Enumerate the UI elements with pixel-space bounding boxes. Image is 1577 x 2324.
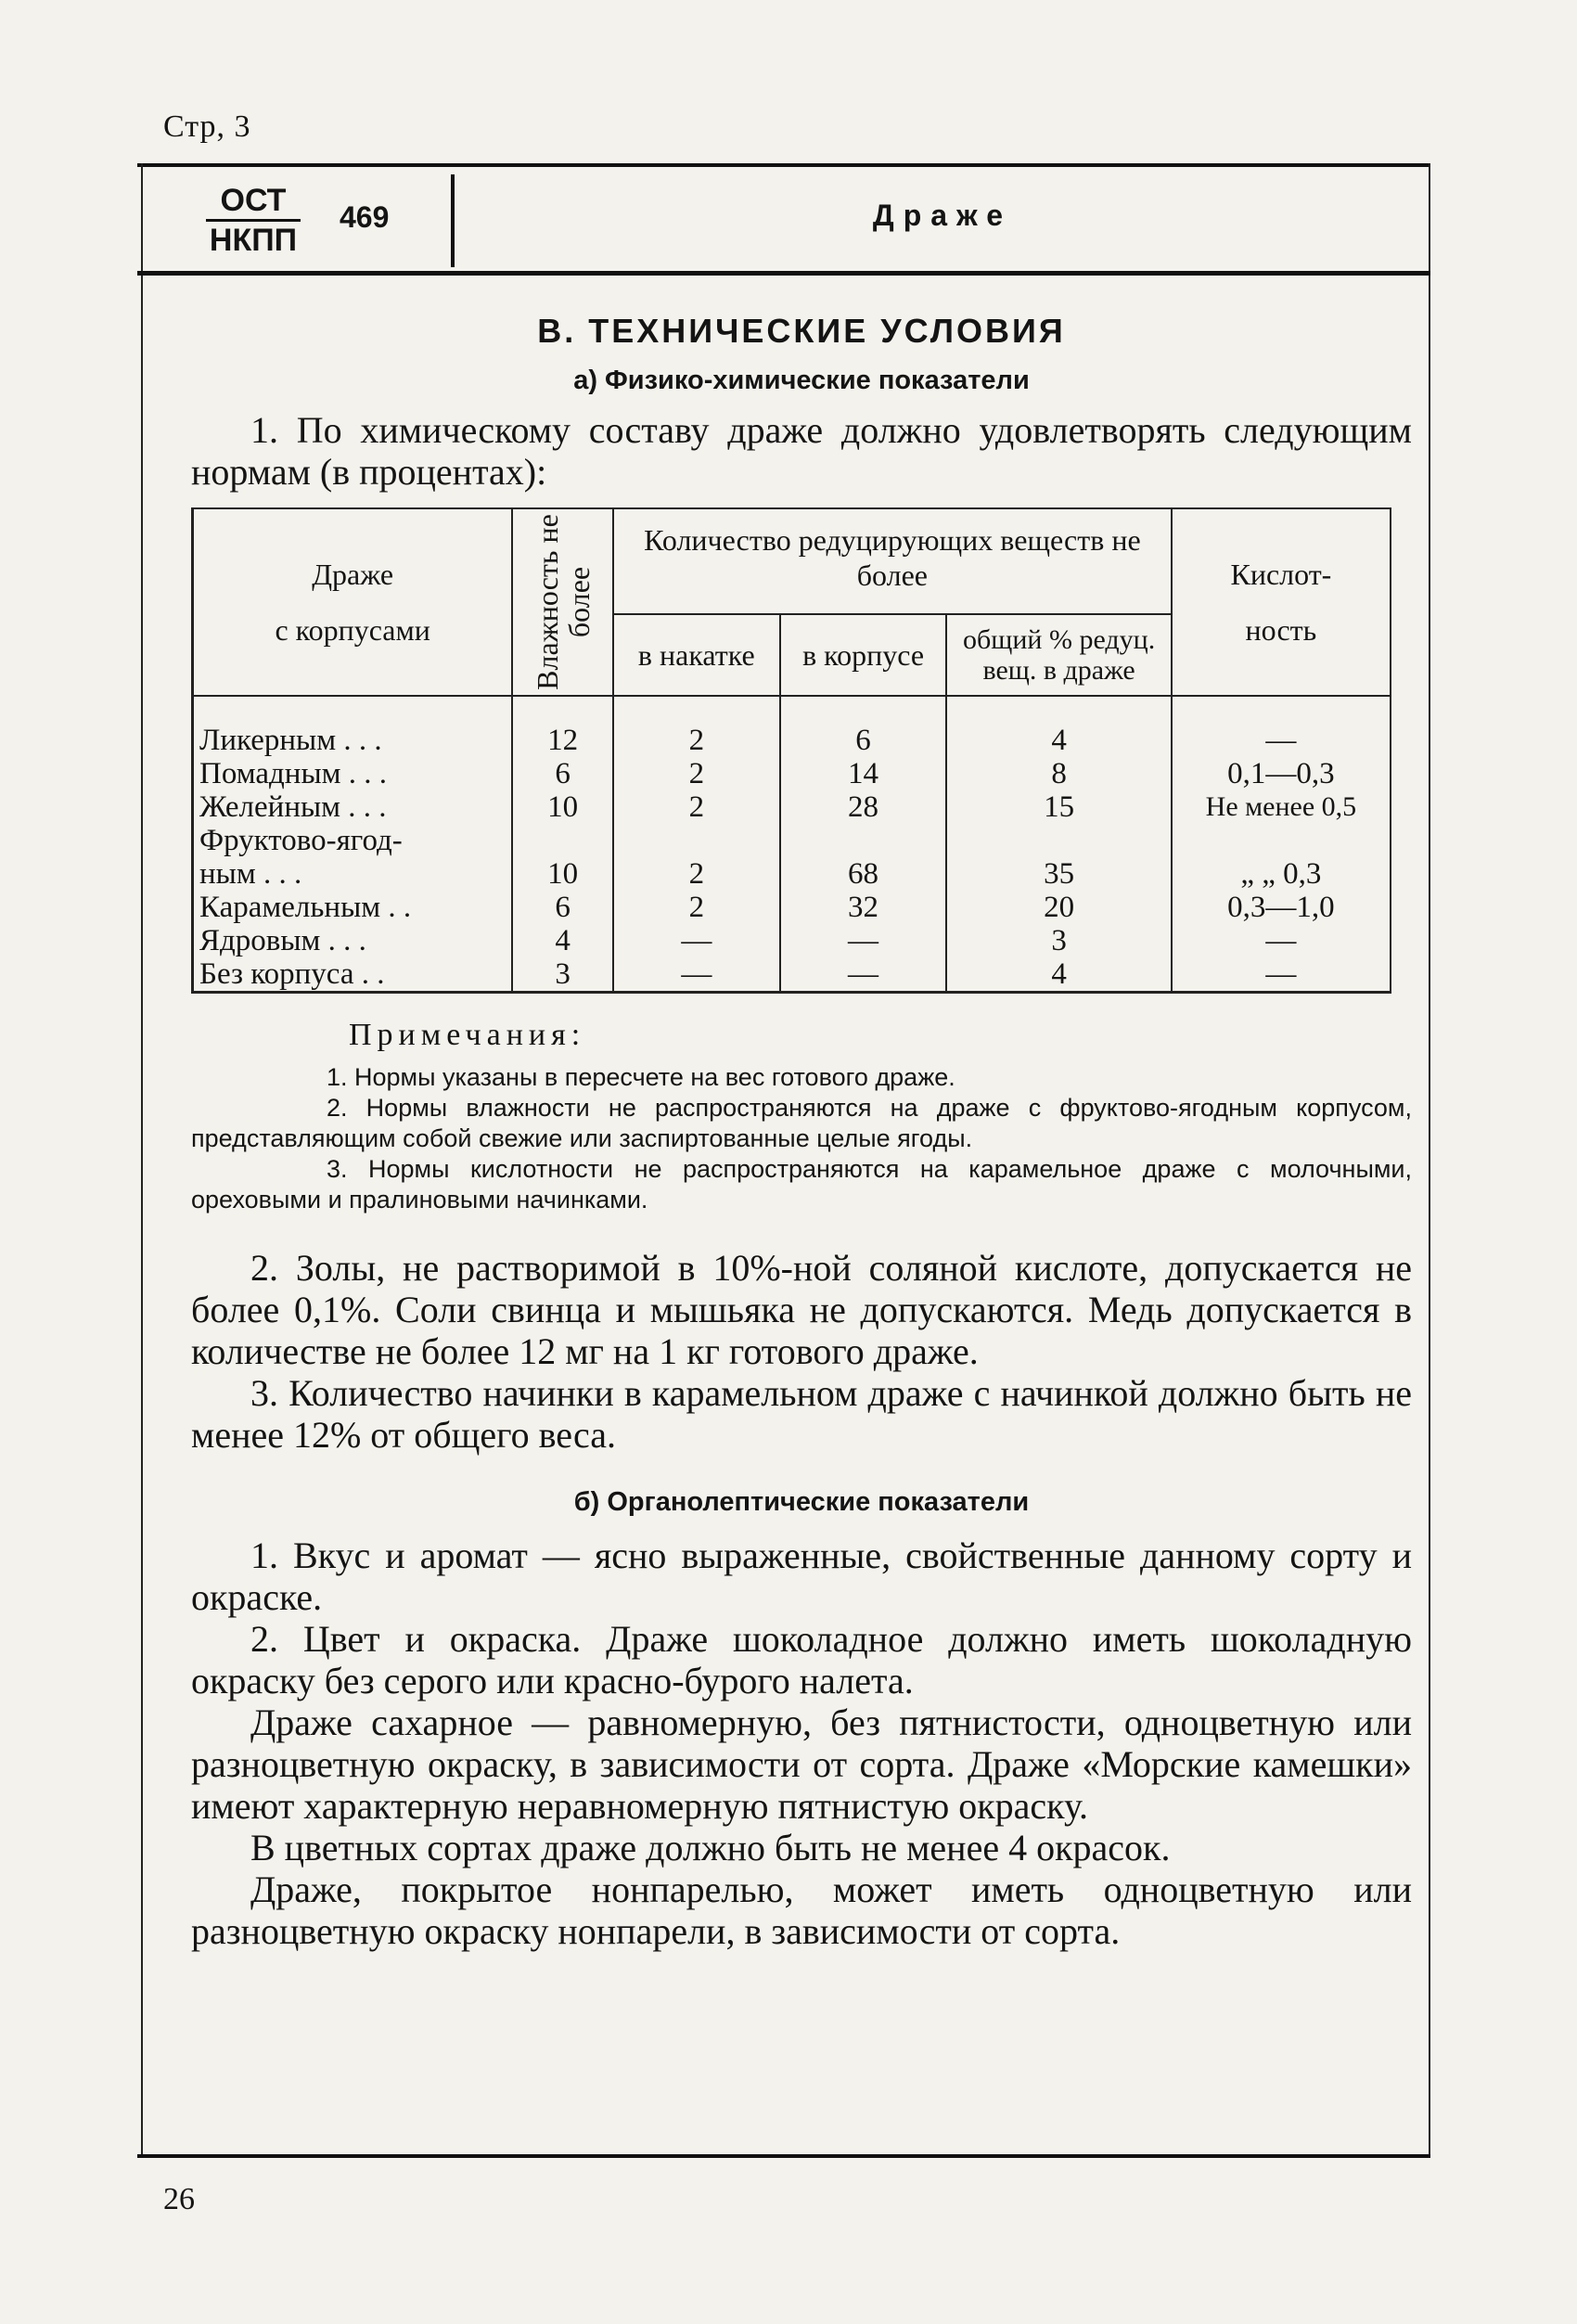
- intro-paragraph: 1. По химическому составу драже должно удовлетворять следующим нормам (в процентах):: [191, 409, 1412, 493]
- table-row: Желейным . . . 10 2 28 15 Не менее 0,5: [193, 790, 1391, 824]
- composition-table: [191, 507, 1391, 994]
- standard-code-top: ОСТ: [206, 182, 301, 222]
- header-acidity-line1: Кислот-: [1230, 558, 1332, 591]
- subsection-a-title: а) Физико-химические показатели: [573, 366, 1030, 395]
- table-row: Ликерным . . . 12 2 6 4 —: [193, 724, 1391, 757]
- note-1: 1. Нормы указаны в пересчете на вес готового драже.: [327, 1063, 955, 1091]
- organoleptic-1: 1. Вкус и аромат — ясно выраженные, свойственные данному сорту и окраске.: [191, 1534, 1412, 1618]
- header-dragee-line1: Драже: [312, 558, 394, 591]
- paragraph-3: 3. Количество начинки в карамельном драже с начинкой должно быть не менее 12% от общего веса.: [191, 1372, 1412, 1456]
- section-title: В. ТЕХНИЧЕСКИЕ УСЛОВИЯ: [537, 312, 1066, 350]
- header-moisture-text: Влажность не более: [530, 514, 596, 690]
- standard-code-bottom: НКПП: [209, 223, 298, 258]
- header-reducing-group: Количество редуцирующих веществ не более: [613, 508, 1172, 614]
- paragraph-2: 2. Золы, не растворимой в 10%-ной соляной кислоте, допускается не более 0,1%. Соли свинца и мышьяка не допускаются. Медь допускается в количестве не более 12 мг на 1 кг готового драже.: [191, 1247, 1412, 1372]
- organoleptic-4: В цветных сортах драже должно быть не менее 4 окрасок.: [250, 1827, 1171, 1868]
- header-acidity-line2: ность: [1245, 613, 1317, 647]
- page-number: 26: [163, 2182, 195, 2216]
- note-3: 3. Нормы кислотности не распространяются на карамельное драже с молочными, ореховыми и пралиновыми начинками.: [191, 1155, 1412, 1213]
- standard-code: [174, 182, 332, 259]
- table-row: ным . . . 10 2 68 35 „ „ 0,3: [193, 857, 1391, 891]
- header-total: общий % редуц. вещ. в драже: [946, 614, 1171, 696]
- organoleptic-5: Драже, покрытое нонпарелью, может иметь одноцветную или разноцветную окраску нонпарели, в зависимости от сорта.: [191, 1868, 1412, 1952]
- document-body: [191, 293, 1412, 1952]
- table-row: Фруктово-ягод-: [193, 824, 1391, 857]
- document-title: Драже: [872, 199, 1013, 232]
- header-moisture: [512, 508, 613, 696]
- note-2: 2. Нормы влажности не распространяются на драже с фруктово-ягодным корпусом, представляющим собой свежие или заспиртованные целые ягоды.: [191, 1094, 1412, 1152]
- document-frame: [137, 163, 1430, 2158]
- table-row: Карамельным . . 6 2 32 20 0,3—1,0: [193, 891, 1391, 924]
- header-coating: в накатке: [613, 614, 780, 696]
- organoleptic-3: Драже сахарное — равномерную, без пятнистости, одноцветную или разноцветную окраску, в зависимости от сорта. Драже «Морские камешки» имеют характерную неравномерную пятнистую окраску.: [191, 1701, 1412, 1827]
- table-row: Без корпуса . . 3 — — 4 —: [193, 957, 1391, 993]
- standard-number: 469: [340, 200, 390, 234]
- header-acidity: [1172, 508, 1391, 696]
- header-dragee-line2: с корпусами: [275, 613, 430, 647]
- subsection-b-title: б) Органолептические показатели: [573, 1487, 1030, 1517]
- header-body: в корпусе: [780, 614, 947, 696]
- notes-title: Примечания:: [349, 1018, 586, 1052]
- table-row: Ядровым . . . 4 — — 3 —: [193, 924, 1391, 957]
- organoleptic-2: 2. Цвет и окраска. Драже шоколадное должно иметь шоколадную окраску без серого или красно-бурого налета.: [191, 1618, 1412, 1701]
- page-label: Стр, 3: [163, 109, 251, 144]
- table-row: Помадным . . . 6 2 14 8 0,1—0,3: [193, 757, 1391, 790]
- document-header: [137, 163, 1430, 276]
- header-dragee: [193, 508, 513, 696]
